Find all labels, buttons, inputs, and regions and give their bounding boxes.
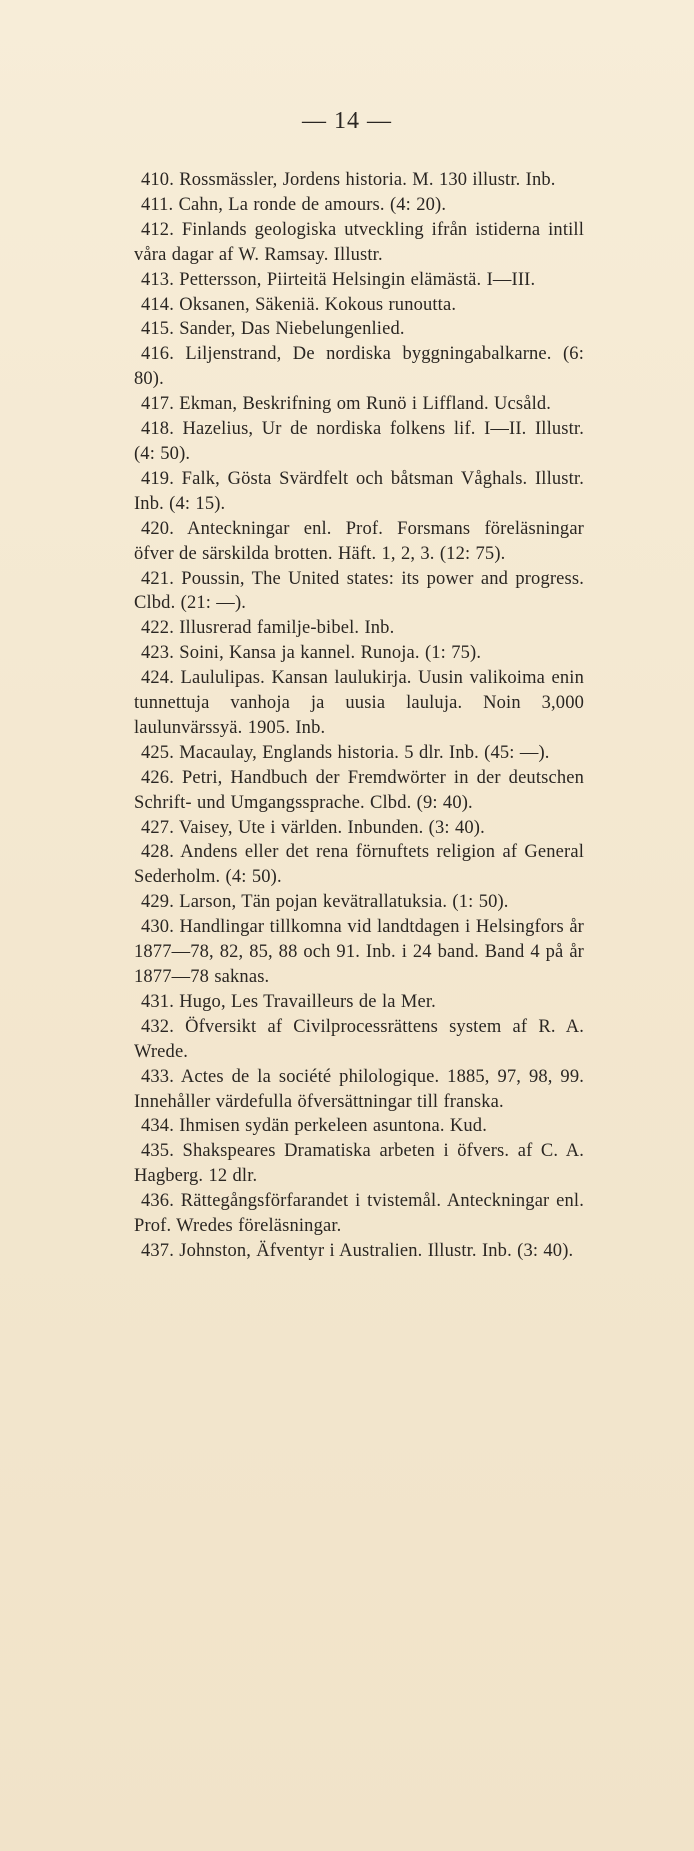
catalogue-entry: 416. Liljenstrand, De nordiska byggningabalkarne. (6: 80).	[134, 344, 584, 390]
catalogue-entry: 435. Shakspeares Dramatiska arbeten i öfvers. af C. A. Hagberg. 12 dlr.	[134, 1141, 584, 1187]
catalogue-entry: 419. Falk, Gösta Svärdfelt och båtsman Våghals. Illustr. Inb. (4: 15).	[134, 468, 584, 514]
catalogue-entry: 422. Illusrerad familje-bibel. Inb.	[141, 618, 395, 639]
catalogue-entry: 428. Andens eller det rena förnuftets religion af General Sederholm. (4: 50).	[134, 842, 584, 888]
catalogue-entry: 414. Oksanen, Säkeniä. Kokous runoutta.	[141, 294, 457, 315]
catalogue-entry: 425. Macaulay, Englands historia. 5 dlr. Inb. (45: —).	[141, 742, 550, 763]
catalogue-entry: 423. Soini, Kansa ja kannel. Runoja. (1: 75).	[141, 643, 482, 664]
catalogue-entry: 429. Larson, Tän pojan kevätrallatuksia. (1: 50).	[141, 892, 509, 913]
catalogue-entry: 437. Johnston, Äfventyr i Australien. Illustr. Inb. (3: 40).	[141, 1240, 574, 1261]
catalogue-entry: 427. Vaisey, Ute i världen. Inbunden. (3: 40).	[141, 817, 485, 838]
catalogue-entry: 424. Laululipas. Kansan laulukirja. Uusin valikoima enin tunnettuja vanhoja ja uusia lauluja. Noin 3,000 laulunvärssyä. 1905. Inb.	[134, 668, 584, 738]
catalogue-entry: 430. Handlingar tillkomna vid landtdagen i Helsingfors år 1877—78, 82, 85, 88 och 91. Inb. i 24 band. Band 4 på år 1877—78 saknas.	[134, 917, 584, 987]
catalogue-entry: 431. Hugo, Les Travailleurs de la Mer.	[141, 991, 436, 1012]
catalogue-entry: 436. Rättegångsförfarandet i tvistemål. Anteckningar enl. Prof. Wredes föreläsningar.	[134, 1191, 584, 1237]
catalogue-entry: 420. Anteckningar enl. Prof. Forsmans föreläsningar öfver de särskilda brotten. Häft. 1, 2, 3. (12: 75).	[134, 518, 584, 564]
catalogue-entry: 410. Rossmässler, Jordens historia. M. 130 illustr. Inb.	[141, 170, 556, 190]
catalogue-entry: 411. Cahn, La ronde de amours. (4: 20).	[141, 194, 447, 215]
catalogue-entry: 433. Actes de la société philologique. 1885, 97, 98, 99. Innehåller värdefulla öfversättningar till franska.	[134, 1066, 584, 1112]
catalogue-entry: 412. Finlands geologiska utveckling ifrån istiderna intill våra dagar af W. Ramsay. Illustr.	[134, 219, 584, 265]
catalogue-entry: 417. Ekman, Beskrifning om Runö i Liffland. Ucsåld.	[141, 394, 552, 415]
page-number: — 14 —	[302, 108, 392, 134]
catalogue-entries	[134, 168, 584, 1264]
catalogue-entry: 434. Ihmisen sydän perkeleen asuntona. Kud.	[141, 1116, 487, 1137]
catalogue-entry: 415. Sander, Das Niebelungenlied.	[141, 319, 405, 340]
catalogue-entry: 426. Petri, Handbuch der Fremdwörter in der deutschen Schrift- und Umgangssprache. Clbd. (9: 40).	[134, 767, 584, 813]
catalogue-entry: 421. Poussin, The United states: its power and progress. Clbd. (21: —).	[134, 568, 584, 614]
catalogue-entry: 413. Pettersson, Piirteitä Helsingin elämästä. I—III.	[141, 269, 536, 290]
catalogue-entry: 432. Öfversikt af Civilprocessrättens system af R. A. Wrede.	[134, 1016, 584, 1062]
catalogue-entry: 418. Hazelius, Ur de nordiska folkens lif. I—II. Illustr. (4: 50).	[134, 419, 584, 464]
